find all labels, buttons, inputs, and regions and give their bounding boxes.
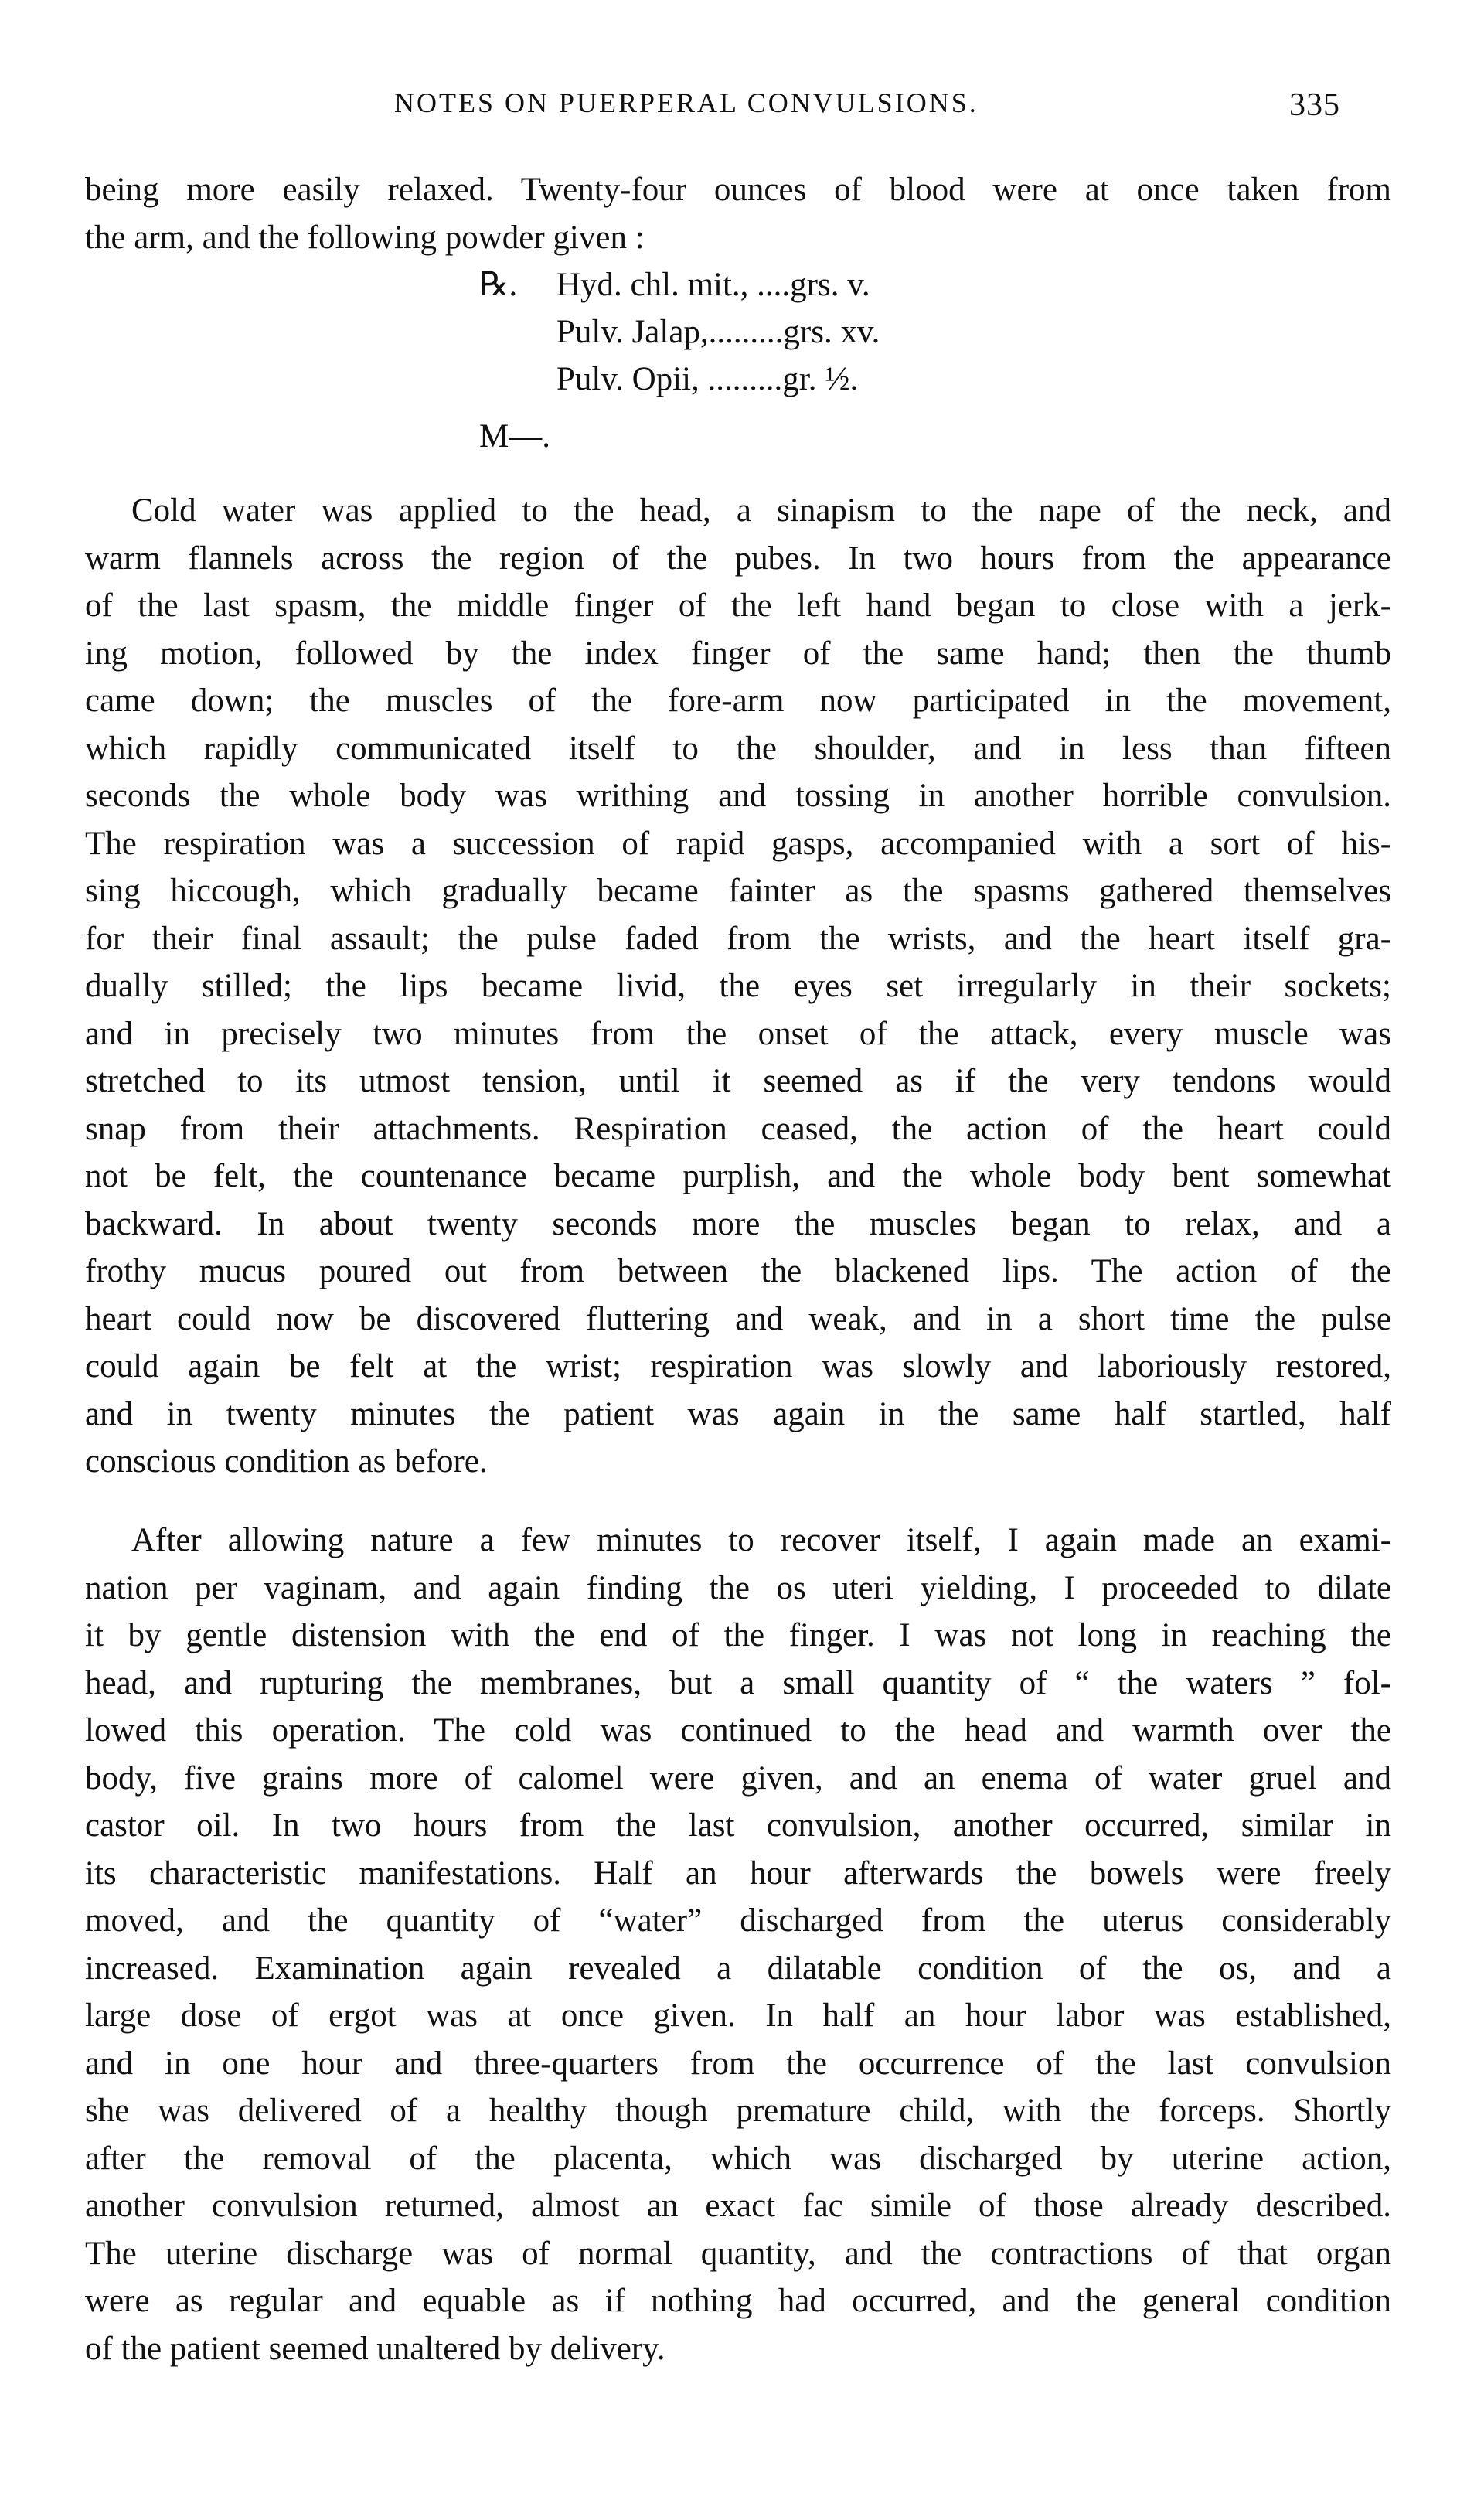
prescription-line xyxy=(479,356,880,403)
text-line: The uterine discharge was of normal quantity, and the contractions of that organ xyxy=(85,2235,1391,2272)
prescription-line xyxy=(479,308,880,356)
text-line: backward. In about twenty seconds more the muscles began to relax, and a xyxy=(85,1205,1391,1242)
running-head: NOTES ON PUERPERAL CONVULSIONS. xyxy=(394,87,979,118)
text-line: conscious condition as before. xyxy=(85,1443,488,1480)
text-line: moved, and the quantity of “water” discharged from the uterus considerably xyxy=(85,1902,1391,1939)
text-line: came down; the muscles of the fore-arm now participated in the movement, xyxy=(85,683,1391,719)
text-line: sing hiccough, which gradually became fainter as the spasms gathered themselves xyxy=(85,873,1391,909)
prescription-mix: M—. xyxy=(479,418,550,455)
text-line: heart could now be discovered fluttering and weak, and in a short time the pulse xyxy=(85,1300,1391,1337)
text-line: warm flannels across the region of the pubes. In two hours from the appearance xyxy=(85,540,1391,577)
prescription-item: Pulv. Opii, .........gr. ½. xyxy=(556,361,859,397)
text-line: snap from their attachments. Respiration ceased, the action of the heart could xyxy=(85,1110,1391,1147)
text-line: seconds the whole body was writhing and tossing in another horrible convulsion. xyxy=(85,778,1391,814)
text-line: increased. Examination again revealed a dilatable condition of the os, and a xyxy=(85,1950,1391,1987)
text-line: head, and rupturing the membranes, but a small quantity of “ the waters ” fol- xyxy=(85,1664,1391,1701)
text-line: Cold water was applied to the head, a sinapism to the nape of the neck, and xyxy=(131,492,1391,529)
text-line: could again be felt at the wrist; respiration was slowly and laboriously restored, xyxy=(85,1348,1391,1384)
paragraph-3 xyxy=(85,1517,1391,2372)
text-line: the arm, and the following powder given : xyxy=(85,219,645,256)
text-line: another convulsion returned, almost an exact fac simile of those already described. xyxy=(85,2188,1391,2224)
paragraph-2 xyxy=(85,487,1391,1486)
prescription-item: Pulv. Jalap,.........grs. xv. xyxy=(556,314,880,350)
text-line: nation per vaginam, and again finding the os uteri yielding, I proceeded to dilate xyxy=(85,1569,1391,1606)
prescription-item: Hyd. chl. mit., ....grs. v. xyxy=(556,267,870,303)
page-number: 335 xyxy=(1289,87,1340,123)
text-line: which rapidly communicated itself to the shoulder, and in less than fifteen xyxy=(85,730,1391,767)
text-line: of the last spasm, the middle finger of the left hand began to close with a jerk- xyxy=(85,587,1391,624)
recipe-symbol: ℞. xyxy=(479,267,518,303)
prescription-line xyxy=(479,261,880,308)
text-line: and in one hour and three-quarters from the occurrence of the last convulsion xyxy=(85,2045,1391,2082)
text-line: its characteristic manifestations. Half an hour afterwards the bowels were freely xyxy=(85,1854,1391,1892)
paragraph-1 xyxy=(85,166,1391,261)
text-line: After allowing nature a few minutes to recover itself, I again made an exami- xyxy=(131,1522,1391,1558)
text-line: not be felt, the countenance became purplish, and the whole body bent somewhat xyxy=(85,1158,1391,1194)
page-header xyxy=(0,87,1484,133)
text-line: lowed this operation. The cold was continued to the head and warmth over the xyxy=(85,1712,1391,1749)
text-line: of the patient seemed unaltered by delivery. xyxy=(85,2330,665,2367)
text-line: being more easily relaxed. Twenty-four ounces of blood were at once taken from xyxy=(85,172,1391,208)
text-line: large dose of ergot was at once given. In half an hour labor was established, xyxy=(85,1997,1391,2034)
text-line: castor oil. In two hours from the last convulsion, another occurred, similar in xyxy=(85,1807,1391,1844)
text-line: The respiration was a succession of rapid gasps, accompanied with a sort of his- xyxy=(85,825,1391,862)
text-line: she was delivered of a healthy though premature child, with the forceps. Shortly xyxy=(85,2093,1391,2129)
text-line: frothy mucus poured out from between the blackened lips. The action of the xyxy=(85,1253,1391,1289)
text-line: body, five grains more of calomel were given, and an enema of water gruel and xyxy=(85,1759,1391,1797)
prescription xyxy=(479,261,880,403)
text-line: stretched to its utmost tension, until it seemed as if the very tendons would xyxy=(85,1063,1391,1099)
text-line: for their final assault; the pulse faded from the wrists, and the heart itself gra- xyxy=(85,920,1391,957)
text-line: dually stilled; the lips became livid, the eyes set irregularly in their sockets; xyxy=(85,968,1391,1004)
text-line: it by gentle distension with the end of the finger. I was not long in reaching the xyxy=(85,1617,1391,1653)
text-line: and in precisely two minutes from the onset of the attack, every muscle was xyxy=(85,1015,1391,1052)
text-line: were as regular and equable as if nothing had occurred, and the general condition xyxy=(85,2283,1391,2319)
text-line: ing motion, followed by the index finger of the same hand; then the thumb xyxy=(85,635,1391,672)
text-line: after the removal of the placenta, which was discharged by uterine action, xyxy=(85,2140,1391,2177)
text-line: and in twenty minutes the patient was again in the same half startled, half xyxy=(85,1395,1391,1432)
